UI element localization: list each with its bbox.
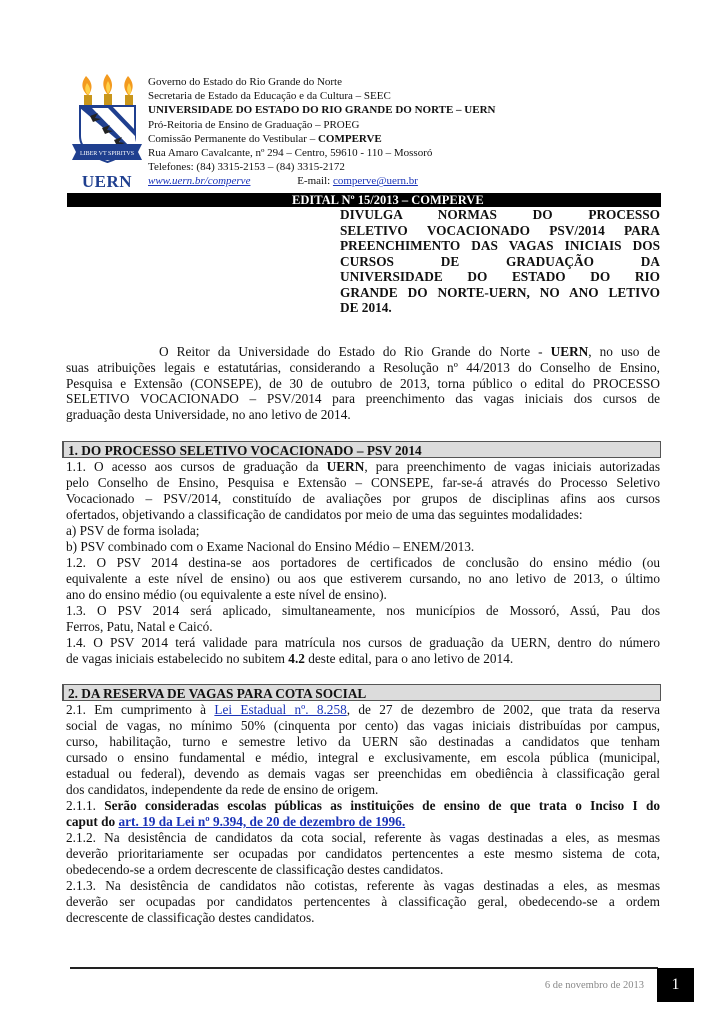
intro-line: graduação desta Universidade, no ano letivo de 2014. [66, 407, 351, 423]
uern-logo [72, 74, 142, 192]
intro-text: , no uso de [588, 344, 660, 359]
paragraph-line: deverão ser ocupadas por candidatos pertencentes à classificação geral, obedecendo-se a ordem [66, 894, 660, 909]
edital-title: EDITAL Nº 15/2013 – COMPERVE [292, 193, 484, 207]
summary-line: SELETIVO VOCACIONADO PSV/2014 PARA [340, 222, 660, 238]
paragraph-2-1-3: 2.1.3. Na desistência de candidatos não cotistas, referente às vagas destinadas a eles, as mesmas [66, 878, 660, 893]
summary-line: DE 2014. [340, 300, 392, 315]
paragraph-line: decrescente de classificação destes candidatos. [66, 910, 315, 925]
intro-line: SELETIVO VOCACIONADO – PSV/2014 para preenchimento das vagas iniciais dos cursos de [66, 391, 660, 407]
bold-text: caput do [66, 814, 119, 829]
paragraph-2-1-1 [66, 798, 660, 814]
intro-line: Pesquisa e Extensão (CONSEPE), de 30 de outubro de 2013, torna público o edital do PROCESSO [66, 375, 660, 391]
list-item-a: a) PSV de forma isolada; [66, 523, 200, 538]
edital-summary [340, 207, 660, 316]
paragraph-line: cursado o ensino fundamental e médio, integral e exclusivamente, em escola pública (municipal, [66, 750, 660, 765]
paragraph-line: Vocacionado – PSV/2014, constituído de avaliações por grupos de disciplinas afins aos cursos [66, 491, 660, 506]
footer-date: 6 de novembro de 2013 [544, 980, 644, 991]
paragraph-1-4: 1.4. O PSV 2014 terá validade para matrícula nos cursos de graduação da UERN, dentro do número [66, 635, 660, 650]
paragraph-line: pelo Conselho de Ensino, Pesquisa e Extensão – CONSEPE, far-se-á através do Processo Seletivo [66, 475, 660, 490]
lei-9394-link[interactable]: art. 19 da Lei nº 9.394, de 20 de dezembro de 1996. [118, 814, 406, 829]
intro-text: O Reitor da Universidade do Estado do Rio Grande do Norte - [159, 344, 551, 359]
paragraph-line: estadual ou federal), devendo as demais vagas ser preenchidas em obediência à classificação geral [66, 766, 660, 781]
header-line-comperve [148, 132, 495, 146]
paragraph-line: Ferros, Patu, Natal e Caicó. [66, 619, 213, 634]
edital-title-bar [67, 193, 661, 207]
website-link[interactable]: www.uern.br/comperve [148, 175, 251, 188]
paragraph-line [66, 814, 660, 830]
paragraph-1-1 [66, 459, 660, 475]
logo-caption: UERN [81, 172, 133, 191]
paragraph-2-1 [66, 702, 660, 718]
text: 1.1. O acesso aos cursos de graduação da [66, 459, 327, 474]
header-line-address: Rua Amaro Cavalcante, nº 294 – Centro, 59610 - 110 – Mossoró [148, 147, 433, 160]
email-link[interactable]: comperve@uern.br [332, 175, 418, 188]
intro-line: suas atribuições legais e estatutárias, considerando a Resolução nº 44/2013 do Conselho de Ensino, [66, 359, 660, 375]
bold-uern: UERN [326, 459, 365, 474]
text: , de 27 de dezembro de 2002, que trata da reserva [346, 702, 661, 717]
uern-coat-of-arms-icon [72, 74, 142, 172]
paragraph-line: equivalente a este nível de ensino) ou aos que estiverem cursando, no ano letivo de 2013, o último [66, 571, 660, 586]
header-comperve-label: Comissão Permanente do Vestibular – [148, 132, 318, 145]
paragraph-line: social de vagas, no mínimo 50% (cinquenta por cento) das vagas iniciais distribuídas por campus, [66, 718, 660, 733]
summary-line: UNIVERSIDADE DO ESTADO DO RIO [340, 269, 660, 284]
torch-flames-icon [82, 74, 133, 107]
header-line-university: UNIVERSIDADE DO ESTADO DO RIO GRANDE DO NORTE – UERN [148, 104, 496, 117]
paragraph-line [66, 651, 660, 667]
intro-bold-uern: UERN [550, 344, 589, 359]
paragraph-2-1-2: 2.1.2. Na desistência de candidatos da cota social, referente às vagas destinadas a eles, as mesmas [66, 830, 660, 845]
bold-subitem: 4.2 [288, 651, 305, 666]
logo-motto: LIBER VT SPIRITVS [79, 151, 135, 157]
section-1-body [66, 459, 660, 667]
paragraph-1-3: 1.3. O PSV 2014 será aplicado, simultaneamente, nos municípios de Mossoró, Assú, Pau dos [66, 603, 660, 618]
text: deste edital, para o ano letivo de 2014. [304, 651, 514, 666]
text: 2.1. Em cumprimento à [66, 702, 215, 717]
header-line-contact [148, 174, 495, 188]
bold-text: Serão consideradas escolas públicas as instituições de ensino de que trata o Inciso I do [104, 798, 660, 813]
email-wrapper [297, 174, 418, 188]
page-number: 1 [657, 968, 694, 1002]
paragraph-line: obedecendo-se a ordem decrescente de classificação destes candidatos. [66, 862, 444, 877]
header-line-government: Governo do Estado do Rio Grande do Norte [148, 76, 342, 88]
section-2-heading: 2. DA RESERVA DE VAGAS PARA COTA SOCIAL [62, 684, 661, 701]
header-line-secretariat: Secretaria de Estado da Educação e da Cultura – SEEC [148, 90, 391, 103]
paragraph-line: deverão prioritariamente ser ocupadas por candidatos pertencentes a este mesmo sistema de cota, [66, 846, 660, 861]
institution-header [148, 75, 495, 189]
paragraph-1-2: 1.2. O PSV 2014 destina-se aos portadores de certificados de conclusão do ensino médio (ou [66, 555, 660, 570]
intro-line [66, 344, 660, 360]
summary-line: GRANDE DO NORTE-UERN, NO ANO LETIVO [340, 284, 660, 300]
section-2-body [66, 702, 660, 926]
paragraph-line: ano do ensino médio (ou equivalente a este nível de ensino). [66, 587, 387, 602]
email-label: E-mail: [297, 175, 333, 188]
text: , para preenchimento de vagas iniciais autorizadas [364, 459, 660, 474]
text: 2.1.1. [66, 798, 105, 813]
header-comperve-bold: COMPERVE [317, 132, 382, 145]
list-item-b: b) PSV combinado com o Exame Nacional do Ensino Médio – ENEM/2013. [66, 539, 475, 554]
summary-line: CURSOS DE GRADUAÇÃO DA [340, 253, 660, 269]
paragraph-line: dos candidatos, independente da rede de ensino de origem. [66, 782, 379, 797]
paragraph-line: ofertados, objetivando a classificação de candidatos por meio de uma das seguintes modalidades: [66, 507, 583, 522]
paragraph-line: curso, habilitação, turno e semestre letivo da UERN são destinadas a candidatos que tenham [66, 734, 660, 749]
header-line-phones: Telefones: (84) 3315-2153 – (84) 3315-2172 [148, 161, 345, 174]
intro-paragraph [66, 344, 660, 423]
lei-estadual-link[interactable]: Lei Estadual nº. 8.258 [214, 702, 347, 717]
summary-line: PREENCHIMENTO DAS VAGAS INICIAIS DOS [340, 238, 660, 253]
summary-line: DIVULGA NORMAS DO PROCESSO [340, 207, 660, 222]
text: de vagas iniciais estabelecido no subitem [66, 651, 289, 666]
header-line-proeg: Pró-Reitoria de Ensino de Graduação – PROEG [148, 118, 360, 131]
footer-divider [70, 967, 658, 969]
section-1-heading: 1. DO PROCESSO SELETIVO VOCACIONADO – PSV 2014 [62, 441, 661, 458]
